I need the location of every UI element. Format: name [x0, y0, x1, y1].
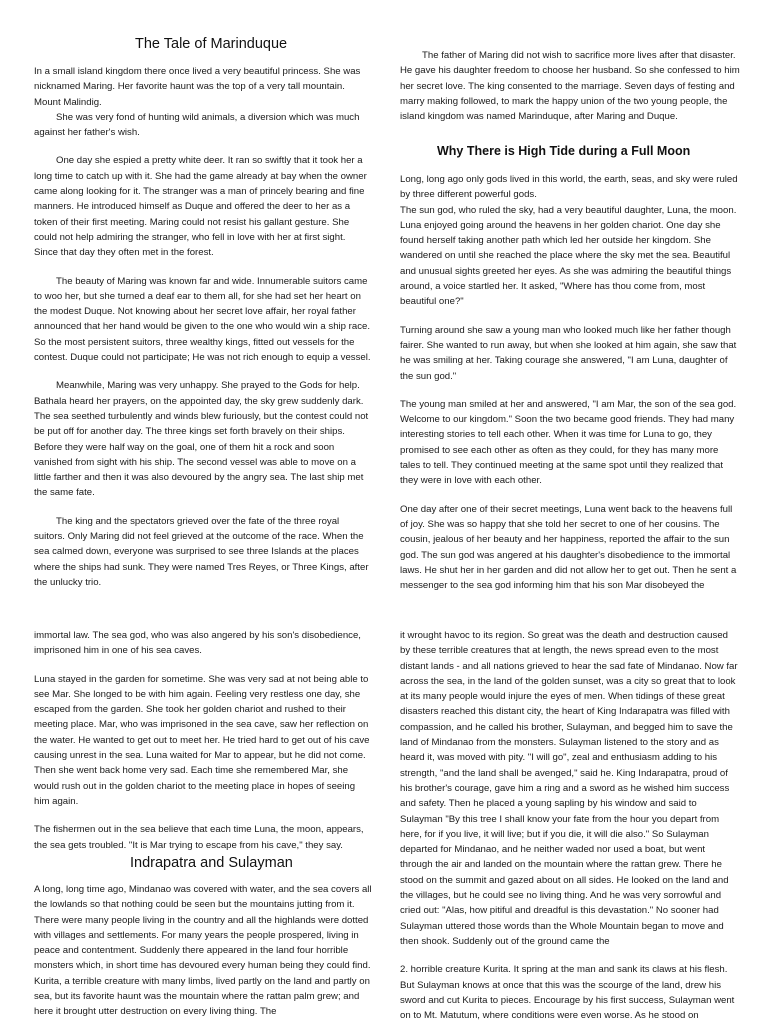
paragraph: One day after one of their secret meetings, Luna went back to the heavens full of joy. She was so happy that she told her secret to one of her cousins. The cousin, jealous of her beauty and her happiness, reported the affair to the sun god. The sun god was angered at his daughter's disobedience to the immortal laws. He shut her in her garden and did not allow her to get out. Then he sent a messenger to the sea god informing him that his son Mar disobeyed the: [400, 503, 737, 592]
paragraph: One day she espied a pretty white deer. It ran so swiftly that it took her a long time to catch up with it. She had the game already at bay when the owner came along looking for it. The stranger was a man of princely bearing and fine manners. He introduced himself as Duque and offered the deer to her as a token of their first meeting. Maring could not resist his gallant gesture. She could not help admiring the stranger, who fell in love with her at first sight. Since that day they often met in the forest.: [34, 155, 367, 259]
column-2: [400, 172, 740, 606]
paragraph: The beauty of Maring was known far and wide. Innumerable suitors came to woo her, but she turned a deaf ear to them all, for she had set her heart on the modest Duque. Not knowing about her secret love affair, her royal father announced that her hand would be given to the one who would win a ship race. So the most persistent suitors, three wealthy kings, fitted out vessels for the contest. Duque could not participate; He was not rich enough to equip a vessel.: [34, 275, 371, 364]
story-title-high-tide: Why There is High Tide during a Full Moon: [437, 144, 691, 158]
paragraph: The king and the spectators grieved over the fate of the three royal suitors. Only Maring did not feel grieved at the outcome of the race. When the sea calmed down, everyone was surprised to see three Islands at the places where the ships had sunk. They were named Tres Reyes, or Three Kings, after the unlucky trio.: [34, 515, 369, 588]
paragraph: Meanwhile, Maring was very unhappy. She prayed to the Gods for help. Bathala heard her prayers, on the appointed day, the sky grew suddenly dark. The sea seethed turbulently and winds blew furiously, but the contest could not be put off for another day. The three kings set forth bravely on their ships. Before they were half way on the goal, one of them hit a rock and soon vanished from sight with his ship. The second vessel was able to move on a little farther and then it was also devoured by the angry sea. The last ship met the same fate.: [34, 380, 369, 499]
story-title-marinduque: The Tale of Marinduque: [135, 36, 288, 52]
paragraph: immortal law. The sea god, who was also angered by his son's disobedience, imprisoned him in one of his sea caves.: [34, 630, 361, 657]
paragraph: 2. horrible creature Kurita. It spring at the man and sank its claws at his flesh. But Sulayman knows at once that this was the scourge of the land, drew his sword and cut Kurita to pieces. Encourage by his first success, Sulayman went on to Mt. Matutum, where conditions were even worse. As he stood on: [400, 964, 735, 1022]
paragraph: A long, long time ago, Mindanao was covered with water, and the sea covers all the lowlands so that nothing could be seen but the mountains jutting from it. There were many people living in the country and all the highlands were dotted with villages and settlements. For many years the people prospered, living in peace and contentment. Suddenly there appeared in the land four horrible monsters which, in short time has devoured every human being they could find. Kurita, a terrible creature with many limbs, lived partly on the land and partly on sea, but its favorite haunt was the mountain where the rattan palm grew; and here it brought utter destruction on every living thing. The: [34, 884, 372, 1018]
paragraph: Luna stayed in the garden for sometime. She was very sad at not being able to see Mar. She longed to be with him again. Feeling very restless one day, she escaped from the garden. She took her golden chariot and rushed to their meeting place. Mar, who was imprisoned in the sea cave, saw her reflection on the water. He wanted to get out to meet her. He tried hard to get out of his cave causing unrest in the sea. Luna waited for Mar to appear, but he did not come. Then she went back home very sad. Each time she remembered Mar, she would rush out in the golden chariot to the meeting place in hopes of seeing him again.: [34, 673, 370, 807]
paragraph: Long, long ago only gods lived in this world, the earth, seas, and sky were ruled by three different powerful gods.: [400, 174, 738, 201]
column-1: [34, 64, 372, 603]
paragraph: She was very fond of hunting wild animals, a diversion which was much against her father's wish.: [34, 111, 360, 139]
paragraph: The fishermen out in the sea believe that each time Luna, the moon, appears, the sea gets troubled. "It is Mar trying to escape from his cave," they say.: [34, 824, 364, 851]
paragraph: The father of Maring did not wish to sacrifice more lives after that disaster. He gave his daughter freedom to choose her husband. So she confessed to him her secret love. The king consented to the marriage. Seven days of festing and marry making followed, to mark the happy union of the two young people, the island kingdom was named Marinduque, after Maring and Duque.: [400, 50, 740, 123]
paragraph: The young man smiled at her and answered, "I am Mar, the son of the sea god. Welcome to our kingdom." Soon the two became good friends. They had many interesting stories to tell each other. When it was time for Luna to go, they promised to see each other as often as they could, for they has many more tales to tell. They continued meeting at the same spot until they realized that they were in love with each other.: [400, 398, 737, 487]
paragraph: In a small island kingdom there once lived a very beautiful princess. She was nicknamed Maring. Her favorite haunt was the top of a very tall mountain. Mount Malindig.: [34, 66, 361, 108]
paragraph: it wrought havoc to its region. So great was the death and destruction caused by these terrible creatures that at length, the news spread even to the most distant lands - and all nations grieved to hear the sad fate of Mindanao. Now far across the sea, in the land of the golden sunset, was a city so great that to look at its many people would injure the eyes of men. When tidings of these great disasters reached this distant city, the heart of King Indarapatra was filled with compassion, and he called his brother, Sulayman, and begged him to save the land of Mindanao from the monsters. Sulayman listened to the story and as heard it, was moved with pity. "I will go", zeal and enthusiasm adding to his strength, "and the land shall be avenged," said he. King Indarapatra, proud of his brother's courage, gave him a ring and a sword as he wished him success and safety. Then he placed a young sapling by his window and said to Sulayman "By this tree I shall know your fate from the hour you depart from here, for if you live, it will live; but if you die, it will die also." So Sulayman departed for Mindanao, and he neither waded nor used a boat, but went through the air and landed on the mountain where the rattan grew. There he stood on the summit and gazed about on all sides. He looked on the land and the villages, but he could see no living thing. And he was very sorrowful and cried out: "Alas, how pitiful and dreadful is this devastation." No sooner had Sulayman uttered those words than the Whole Mountain began to move and then shook. Suddenly out of the ground came the: [400, 630, 738, 947]
column-3: [34, 628, 372, 866]
story-title-indrapatra: Indrapatra and Sulayman: [130, 855, 293, 871]
column-3-bottom: [34, 882, 372, 1033]
paragraph: The sun god, who ruled the sky, had a very beautiful daughter, Luna, the moon. Luna enjoyed going around the heavens in her golden chariot. One day she found herself taking another path which led her outside her kingdom. She wandered on until she reached the place where the sky met the sea. Beautiful and unusual sights greeted her eyes. As she was admiring the beautiful things around, a voice startled her. It asked, "Where has thou come from, most beautiful one?": [400, 204, 737, 308]
column-2-top: [400, 48, 740, 137]
column-4: [400, 628, 740, 1036]
paragraph: Turning around she saw a young man who looked much like her father though fairer. She wanted to run away, but when she looked at him again, she saw that he was smiling at her. Taking courage she answered, "I am Luna, daughter of the sun god.": [400, 324, 737, 382]
